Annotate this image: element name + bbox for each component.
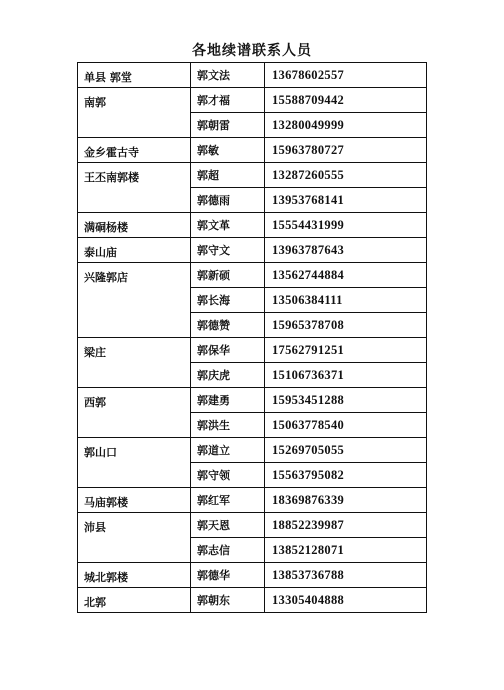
location-cell: 满硐杨楼 [78, 213, 191, 238]
contact-phone-cell: 13853736788 [265, 563, 427, 588]
contact-phone-cell: 13963787643 [265, 238, 427, 263]
contact-name-cell: 郭朝雷 [191, 113, 265, 138]
contact-phone-cell: 15554431999 [265, 213, 427, 238]
table-row [78, 163, 427, 188]
table-row [78, 63, 427, 88]
contact-phone-cell: 15963780727 [265, 138, 427, 163]
contact-phone-cell: 15106736371 [265, 363, 427, 388]
contact-name-cell: 郭长海 [191, 288, 265, 313]
contact-name-cell: 郭才福 [191, 88, 265, 113]
contact-phone-cell: 13280049999 [265, 113, 427, 138]
contact-table-body [78, 63, 427, 613]
contact-name-cell: 郭庆虎 [191, 363, 265, 388]
contact-phone-cell: 13562744884 [265, 263, 427, 288]
table-row [78, 338, 427, 363]
page-title: 各地续谱联系人员 [192, 43, 312, 59]
contact-phone-cell: 15269705055 [265, 438, 427, 463]
contact-phone-cell: 13287260555 [265, 163, 427, 188]
table-row [78, 388, 427, 413]
contact-phone-cell: 13678602557 [265, 63, 427, 88]
location-cell: 金乡霍古寺 [78, 138, 191, 163]
table-row [78, 488, 427, 513]
contact-phone-cell: 15953451288 [265, 388, 427, 413]
contact-name-cell: 郭守文 [191, 238, 265, 263]
table-row [78, 513, 427, 538]
contact-phone-cell: 18369876339 [265, 488, 427, 513]
contact-phone-cell: 13305404888 [265, 588, 427, 613]
contact-name-cell: 郭朝东 [191, 588, 265, 613]
contact-name-cell: 郭超 [191, 163, 265, 188]
contact-phone-cell: 15588709442 [265, 88, 427, 113]
contact-name-cell: 郭文法 [191, 63, 265, 88]
table-row [78, 238, 427, 263]
contact-phone-cell: 15063778540 [265, 413, 427, 438]
contact-phone-cell: 17562791251 [265, 338, 427, 363]
table-row [78, 438, 427, 463]
contact-name-cell: 郭建勇 [191, 388, 265, 413]
contact-name-cell: 郭德赞 [191, 313, 265, 338]
location-cell: 梁庄 [78, 338, 191, 388]
location-cell: 郭山口 [78, 438, 191, 488]
location-cell: 北郭 [78, 588, 191, 613]
contact-phone-cell: 13506384111 [265, 288, 427, 313]
location-cell: 城北郭楼 [78, 563, 191, 588]
contact-name-cell: 郭道立 [191, 438, 265, 463]
contact-phone-cell: 13953768141 [265, 188, 427, 213]
table-row [78, 563, 427, 588]
location-cell: 王丕南郭楼 [78, 163, 191, 213]
contact-phone-cell: 15965378708 [265, 313, 427, 338]
table-row [78, 138, 427, 163]
contact-name-cell: 郭守领 [191, 463, 265, 488]
table-row [78, 213, 427, 238]
location-cell: 南郭 [78, 88, 191, 138]
location-cell: 西郭 [78, 388, 191, 438]
location-cell: 兴隆郭店 [78, 263, 191, 338]
contact-name-cell: 郭文革 [191, 213, 265, 238]
table-row [78, 88, 427, 113]
contact-name-cell: 郭敏 [191, 138, 265, 163]
location-cell: 单县 郭堂 [78, 63, 191, 88]
contact-table [77, 62, 427, 613]
contact-name-cell: 郭红军 [191, 488, 265, 513]
contact-name-cell: 郭天恩 [191, 513, 265, 538]
table-row [78, 588, 427, 613]
contact-name-cell: 郭德雨 [191, 188, 265, 213]
contact-phone-cell: 13852128071 [265, 538, 427, 563]
contact-name-cell: 郭志信 [191, 538, 265, 563]
contact-name-cell: 郭新硕 [191, 263, 265, 288]
table-row [78, 263, 427, 288]
contact-name-cell: 郭洪生 [191, 413, 265, 438]
contact-phone-cell: 15563795082 [265, 463, 427, 488]
location-cell: 泰山庙 [78, 238, 191, 263]
contact-name-cell: 郭德华 [191, 563, 265, 588]
contact-name-cell: 郭保华 [191, 338, 265, 363]
location-cell: 沛县 [78, 513, 191, 563]
location-cell: 马庙郭楼 [78, 488, 191, 513]
contact-phone-cell: 18852239987 [265, 513, 427, 538]
